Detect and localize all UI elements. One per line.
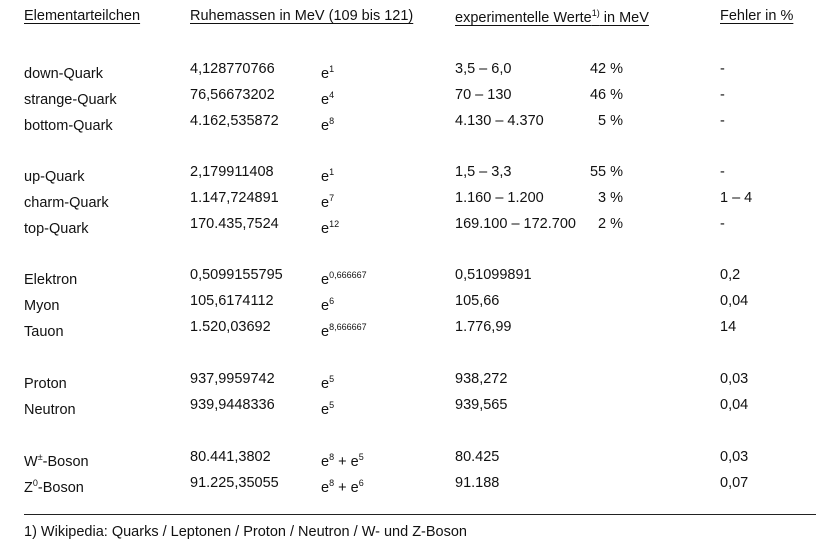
experimental-value: 169.100 – 172.700 [455, 216, 576, 232]
exponential-term: $e^1$ [321, 167, 335, 185]
particle-name: Elektron [24, 272, 78, 288]
error-percent: - [720, 164, 725, 180]
particle-name: Tauon [24, 324, 64, 340]
deviation-percent: 5 % [598, 113, 623, 129]
experimental-value: 1.160 – 1.200 [455, 190, 544, 206]
deviation-percent: 55 % [589, 164, 623, 180]
experimental-value: 70 – 130 [455, 87, 512, 103]
particle-name: down-Quark [24, 66, 103, 82]
rest-mass: 939,9448336 [190, 397, 275, 413]
rest-mass: 0,5099155795 [190, 267, 283, 283]
header-elementarteilchen: Elementarteilchen [24, 8, 141, 24]
rest-mass: 91.225,35055 [190, 475, 279, 491]
particle-name: Myon [24, 298, 60, 314]
rest-mass: 1.147,724891 [190, 190, 279, 206]
experimental-value: 938,272 [455, 371, 508, 387]
error-percent: 0,03 [720, 371, 749, 387]
particle-name: $Z^0$-Boson [24, 478, 84, 496]
exponential-term: $e^7$ [321, 193, 335, 211]
rest-mass: 105,6174112 [190, 293, 274, 309]
particle-name: Proton [24, 376, 67, 392]
experimental-value: 80.425 [455, 449, 500, 465]
exponential-term: $e^8 + e^6$ [321, 478, 364, 496]
deviation-percent: 42 % [589, 61, 623, 77]
rest-mass: 937,9959742 [190, 371, 275, 387]
deviation-percent: 2 % [598, 216, 623, 232]
rest-mass: 2,179911408 [190, 164, 274, 180]
particle-name: top-Quark [24, 221, 89, 237]
exponential-term: $e^8 + e^5$ [321, 452, 364, 470]
error-percent: - [720, 216, 725, 232]
exponential-term: $e^{8,666667}$ [321, 322, 367, 340]
rest-mass: 80.441,3802 [190, 449, 271, 465]
error-percent: - [720, 61, 725, 77]
error-percent: 0,04 [720, 293, 749, 309]
error-percent: 0,07 [720, 475, 749, 491]
experimental-value: 91.188 [455, 475, 500, 491]
error-percent: - [720, 113, 725, 129]
particle-name: charm-Quark [24, 195, 109, 211]
error-percent: 14 [720, 319, 737, 335]
rest-mass: 1.520,03692 [190, 319, 271, 335]
error-percent: 0,03 [720, 449, 749, 465]
rest-mass: 4,128770766 [190, 61, 275, 77]
footnote-divider [24, 514, 816, 515]
experimental-value: 105,66 [455, 293, 500, 309]
experimental-value: 939,565 [455, 397, 508, 413]
error-percent: 1 – 4 [720, 190, 753, 206]
experimental-value: 1.776,99 [455, 319, 512, 335]
particle-name: Neutron [24, 402, 76, 418]
particle-name: bottom-Quark [24, 118, 113, 134]
header-ruhemassen: Ruhemassen in MeV (109 bis 121) [190, 8, 414, 24]
exponential-term: $e^1$ [321, 64, 335, 82]
particle-name: up-Quark [24, 169, 85, 185]
error-percent: 0,2 [720, 267, 741, 283]
experimental-value: 3,5 – 6,0 [455, 61, 512, 77]
particle-name: W±-Boson [24, 452, 89, 470]
deviation-percent: 46 % [589, 87, 623, 103]
footnote: 1) Wikipedia: Quarks / Leptonen / Proton / Neutron / W- und Z-Boson [24, 524, 468, 540]
exponential-term: $e^6$ [321, 296, 335, 314]
particle-name: strange-Quark [24, 92, 117, 108]
rest-mass: 170.435,7524 [190, 216, 279, 232]
header-fehler: Fehler in % [720, 8, 794, 24]
exponential-term: $e^8$ [321, 116, 335, 134]
rest-mass: 76,56673202 [190, 87, 275, 103]
exponential-term: $e^5$ [321, 374, 335, 392]
exponential-term: $e^{0,666667}$ [321, 270, 367, 288]
deviation-percent: 3 % [598, 190, 623, 206]
experimental-value: 1,5 – 3,3 [455, 164, 512, 180]
error-percent: 0,04 [720, 397, 749, 413]
header-experimentelle-werte: experimentelle Werte$^{1)}$ in MeV [455, 8, 649, 26]
exponential-term: $e^{12}$ [321, 219, 340, 237]
rest-mass: 4.162,535872 [190, 113, 279, 129]
experimental-value: 0,51099891 [455, 267, 532, 283]
exponential-term: $e^4$ [321, 90, 335, 108]
error-percent: - [720, 87, 725, 103]
experimental-value: 4.130 – 4.370 [455, 113, 544, 129]
exponential-term: $e^5$ [321, 400, 335, 418]
